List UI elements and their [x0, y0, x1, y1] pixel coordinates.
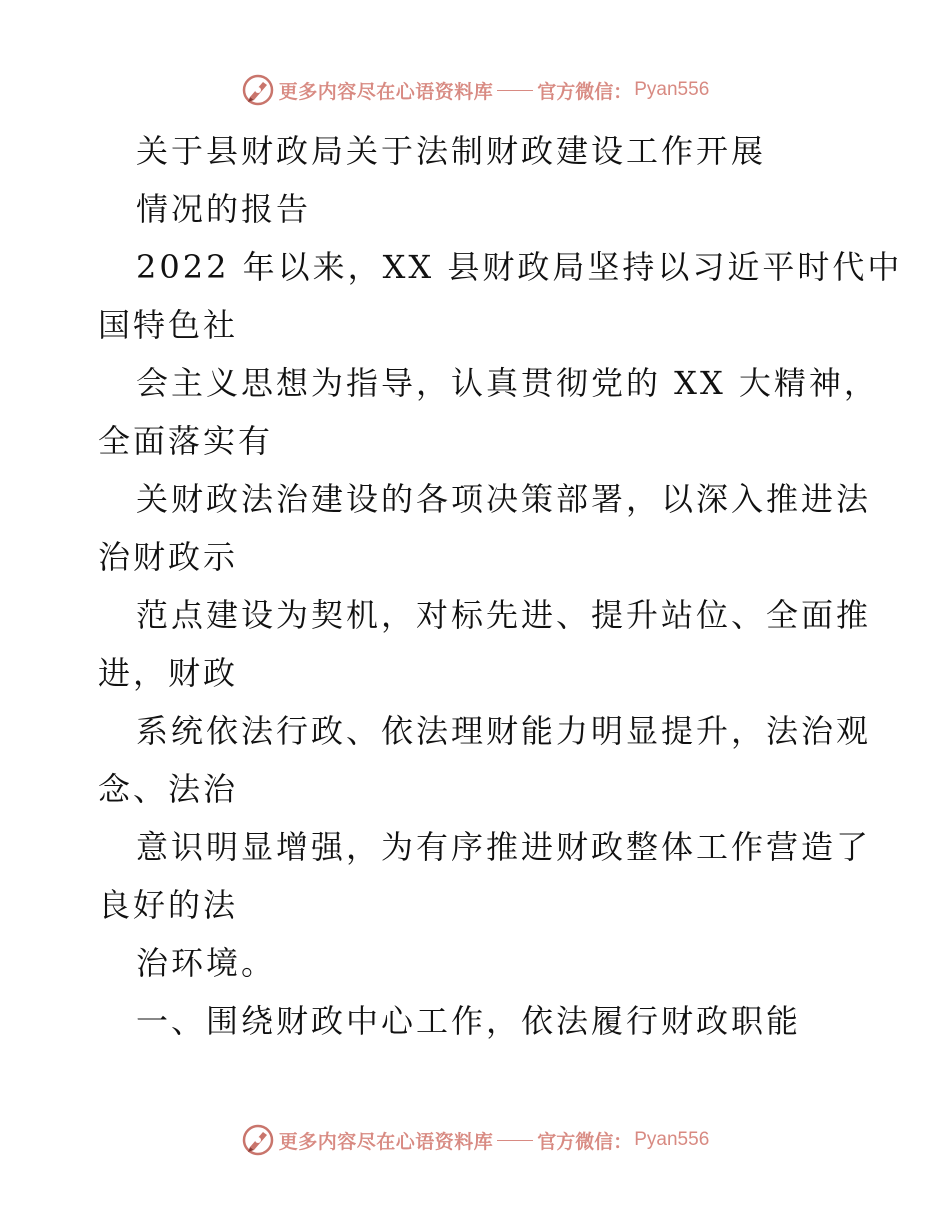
section-heading: 一、围绕财政中心工作，依法履行财政职能: [136, 1002, 802, 1040]
footer-watermark: [0, 1120, 950, 1160]
doc-line: 治环境。: [136, 944, 277, 982]
doc-line: 范点建设为契机，对标先进、提升站位、全面推: [136, 596, 872, 634]
doc-line: 治财政示: [98, 538, 239, 576]
doc-line: 关于县财政局关于法制财政建设工作开展: [136, 132, 767, 170]
doc-line: 全面落实有: [98, 422, 274, 460]
doc-line: 进，财政: [98, 654, 239, 692]
watermark-separator: [497, 1140, 533, 1141]
watermark-main-text: 更多内容尽在心语资料库: [278, 80, 494, 103]
pen-seal-icon: [241, 1123, 275, 1157]
header-watermark: [0, 70, 950, 110]
pen-seal-icon: [241, 73, 275, 107]
watermark-main-text: 更多内容尽在心语资料库: [278, 1130, 494, 1153]
doc-line: 情况的报告: [136, 190, 312, 228]
doc-line: 念、法治: [98, 770, 239, 808]
doc-line: 良好的法: [98, 886, 239, 924]
doc-line: 国特色社: [98, 306, 239, 344]
watermark-wechat-id: Pyan556: [634, 79, 710, 100]
doc-line: 2022 年以来，XX 县财政局坚持以习近平时代中: [136, 248, 903, 286]
doc-line: 系统依法行政、依法理财能力明显提升，法治观: [136, 712, 872, 750]
watermark-sub-text: 官方微信：: [537, 80, 633, 103]
doc-line: 关财政法治建设的各项决策部署，以深入推进法: [136, 480, 872, 518]
doc-line: 会主义思想为指导，认真贯彻党的 XX 大精神，: [136, 364, 879, 402]
watermark-wechat-id: Pyan556: [634, 1129, 710, 1150]
watermark-sub-text: 官方微信：: [537, 1130, 633, 1153]
document-body: [98, 122, 903, 1050]
watermark-separator: [497, 90, 533, 91]
doc-line: 意识明显增强，为有序推进财政整体工作营造了: [136, 828, 872, 866]
